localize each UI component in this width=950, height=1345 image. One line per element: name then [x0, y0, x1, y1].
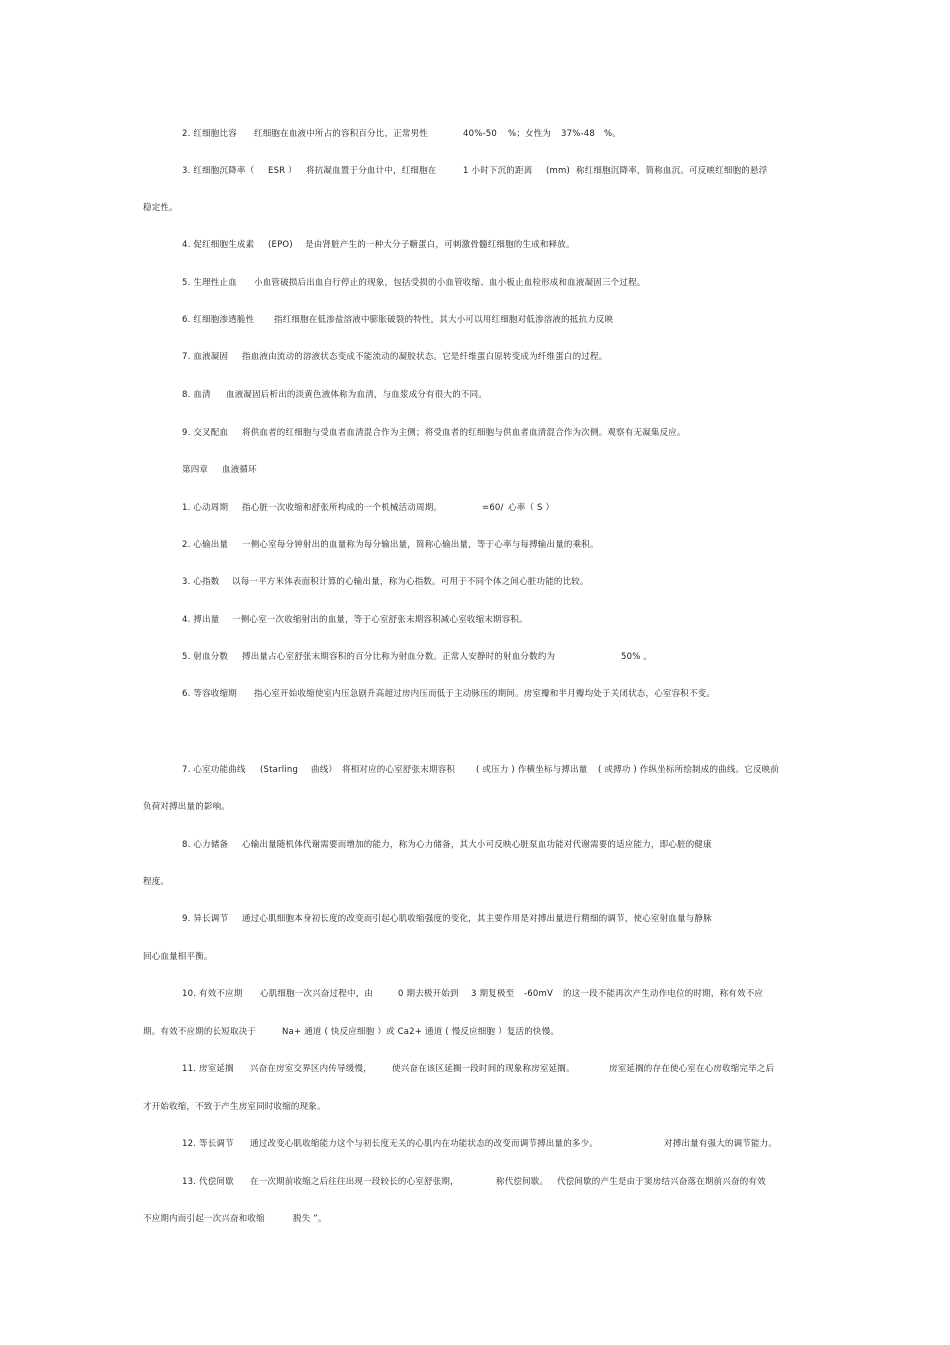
text-segment: 不应期内而引起一次兴奋和收缩: [143, 1214, 265, 1224]
text-segment: 6. 红细胞渗透脆性: [182, 315, 255, 325]
text-segment: 代偿间歇的产生是由于窦房结兴奋落在期前兴奋的有效: [557, 1177, 766, 1187]
text-segment: 2. 心输出量: [182, 540, 229, 550]
text-segment: 指血液由流动的溶液状态变成不能流动的凝胶状态。它是纤维蛋白原转变成为纤维蛋白的过程。: [242, 352, 608, 362]
text-segment: 期。有效不应期的长短取决于: [143, 1027, 257, 1037]
text-segment: 称红细胞沉降率，简称血沉。可反映红细胞的悬浮: [576, 166, 768, 176]
text-segment: 使兴奋在该区延搁一段时间的现象称房室延搁。: [392, 1064, 575, 1074]
text-segment: 心率（ S ）: [508, 503, 555, 513]
text-segment: 心输出量随机体代谢需要而增加的能力，称为心力储备，其大小可反映心脏泵血功能对代谢需要的适应能力，即心脏的健康: [242, 840, 712, 850]
text-segment: 小血管破损后出血自行停止的现象，包括受损的小血管收缩、血小板止血栓形成和血液凝固三个过程。: [254, 278, 646, 288]
text-segment: 心肌细胞一次兴奋过程中，由: [260, 989, 374, 999]
text-segment: ( 或压力 ) 作横坐标与搏出量: [476, 765, 588, 775]
text-segment: 第四章: [182, 465, 209, 475]
text-segment: -60mV: [524, 989, 553, 999]
text-segment: 3. 红细胞沉降率（: [182, 166, 255, 176]
text-segment: 4. 搏出量: [182, 615, 220, 625]
text-segment: (mm): [546, 166, 570, 176]
text-segment: 11. 房室延搁: [182, 1064, 234, 1074]
text-segment: 搏出量占心室舒张末期容积的百分比称为射血分数。正常人安静时的射血分数约为: [242, 652, 556, 662]
text-segment: Na+ 通道 ( 快反应细胞 ）或 Ca2+ 通道 ( 慢反应细胞 ）复活的快慢。: [282, 1027, 560, 1037]
text-segment: %。: [604, 129, 621, 139]
text-segment: 将抗凝血置于分血计中，红细胞在: [306, 166, 437, 176]
text-segment: =60/: [482, 503, 504, 513]
text-segment: 血液循环: [222, 465, 257, 475]
text-segment: 红细胞在血液中所占的容积百分比，正常男性: [254, 129, 429, 139]
text-segment: 6. 等容收缩期: [182, 689, 237, 699]
text-segment: 稳定性。: [143, 203, 178, 213]
text-segment: 通过改变心肌收缩能力这个与初长度无关的心肌内在功能状态的改变而调节搏出量的多少。: [250, 1139, 599, 1149]
text-segment: 在一次期前收缩之后往往出现一段较长的心室舒张期，: [250, 1177, 459, 1187]
text-segment: 指心室开始收缩使室内压急剧升高超过房内压而低于主动脉压的期间。房室瓣和半月瓣均处于关闭状态，心室容积不变。: [254, 689, 716, 699]
text-segment: 13. 代偿间歇: [182, 1177, 234, 1187]
text-segment: %；女性为: [508, 129, 552, 139]
text-segment: 称代偿间歇。: [496, 1177, 549, 1187]
text-segment: 37%-48: [561, 129, 595, 139]
text-segment: 脱失 ”。: [293, 1214, 327, 1224]
text-segment: 12. 等长调节: [182, 1139, 234, 1149]
text-segment: 一侧心室一次收缩射出的血量，等于心室舒张末期容积减心室收缩末期容积。: [232, 615, 528, 625]
text-segment: 9. 交叉配血: [182, 428, 229, 438]
text-segment: 一侧心室每分钟射出的血量称为每分输出量，简称心输出量，等于心率与每搏输出量的乘积。: [242, 540, 599, 550]
text-segment: 兴奋在房室交界区内传导缓慢，: [250, 1064, 372, 1074]
text-segment: 8. 血清: [182, 390, 211, 400]
text-segment: 回心血量相平衡。: [143, 952, 213, 962]
text-segment: 10. 有效不应期: [182, 989, 243, 999]
text-segment: 通过心肌细胞本身初长度的改变而引起心肌收缩强度的变化，其主要作用是对搏出量进行精细的调节，使心室射血量与静脉: [242, 914, 712, 924]
text-segment: 血液凝固后析出的淡黄色液体称为血清，与血浆成分有很大的不同。: [226, 390, 488, 400]
text-segment: ESR ）: [268, 166, 297, 176]
text-segment: 5. 生理性止血: [182, 278, 237, 288]
text-segment: 3 期复极至: [471, 989, 515, 999]
text-segment: (Starling: [260, 765, 299, 775]
text-segment: 以每一平方米体表面积计算的心输出量，称为心指数。可用于不同个体之间心脏功能的比较。: [232, 577, 589, 587]
text-segment: 1 小时下沉的距离: [463, 166, 533, 176]
text-segment: 程度。: [143, 877, 170, 887]
text-segment: 负荷对搏出量的影响。: [143, 802, 231, 812]
text-segment: 9. 异长调节: [182, 914, 229, 924]
text-segment: 50% 。: [621, 652, 653, 662]
text-segment: 指心脏一次收缩和舒张所构成的一个机械活动周期。: [242, 503, 443, 513]
text-segment: 曲线）: [311, 765, 338, 775]
text-segment: 7. 血液凝固: [182, 352, 229, 362]
text-segment: ( 或搏功 ) 作纵坐标所绘制成的曲线。它反映前: [598, 765, 780, 775]
text-segment: 5. 射血分数: [182, 652, 229, 662]
text-segment: 的这一段不能再次产生动作电位的时期，称有效不应: [563, 989, 764, 999]
text-segment: 将供血者的红细胞与受血者血清混合作为主侧；将受血者的红细胞与供血者血清混合作为次侧。观察有无凝集反应。: [242, 428, 686, 438]
text-segment: 0 期去极开始到: [398, 989, 459, 999]
text-segment: 2. 红细胞比容: [182, 129, 237, 139]
text-segment: 8. 心力储备: [182, 840, 229, 850]
text-segment: 1. 心动周期: [182, 503, 229, 513]
text-segment: 指红细胞在低渗盐溶液中膨胀破裂的特性，其大小可以用红细胞对低渗溶液的抵抗力反映: [274, 315, 614, 325]
text-segment: 房室延搁的存在使心室在心房收缩完毕之后: [609, 1064, 775, 1074]
text-segment: 4. 促红细胞生成素: [182, 240, 255, 250]
text-segment: 是由肾脏产生的一种大分子糖蛋白，可刺激骨髓红细胞的生成和释放。: [305, 240, 575, 250]
text-segment: 40%-50: [463, 129, 497, 139]
text-segment: 将相对应的心室舒张末期容积: [342, 765, 456, 775]
text-segment: 7. 心室功能曲线: [182, 765, 246, 775]
text-segment: 对搏出量有强大的调节能力。: [664, 1139, 778, 1149]
text-segment: 3. 心指数: [182, 577, 220, 587]
text-segment: 才开始收缩，不致于产生房室同时收缩的现象。: [143, 1102, 326, 1112]
text-segment: (EPO): [268, 240, 293, 250]
